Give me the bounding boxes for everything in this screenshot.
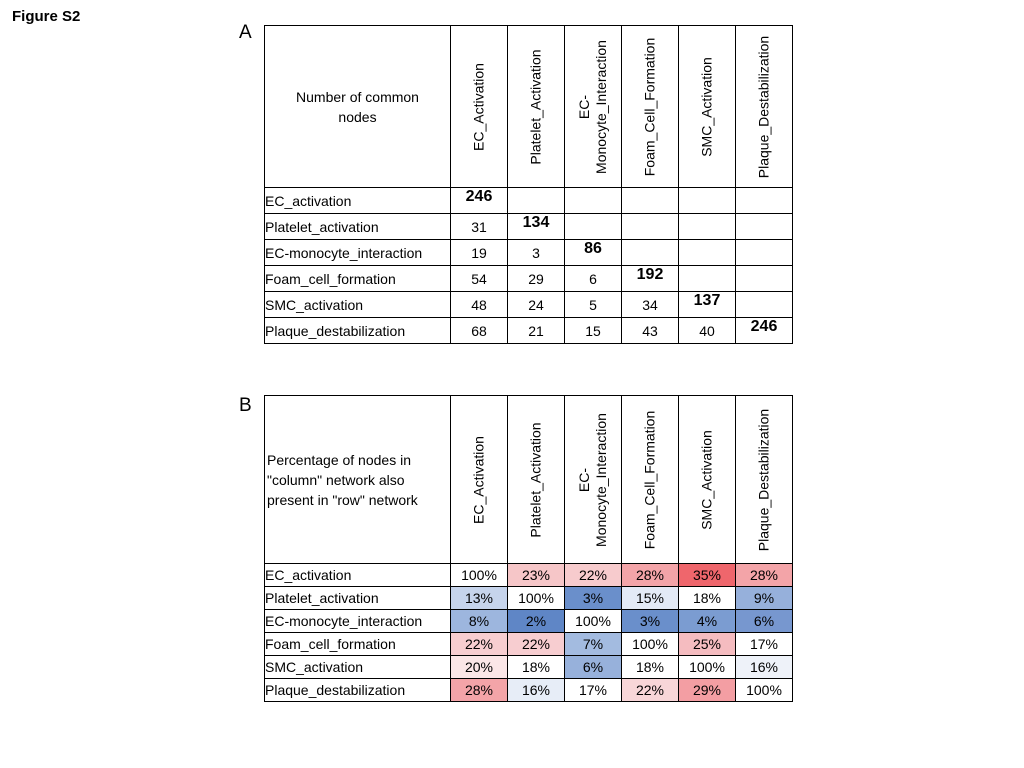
column-header-text bbox=[471, 32, 488, 182]
row-header: Foam_cell_formation bbox=[265, 633, 451, 656]
table-cell: 48 bbox=[451, 292, 508, 318]
column-header bbox=[451, 26, 508, 188]
column-header-text bbox=[756, 32, 773, 182]
table-cell: 29 bbox=[508, 266, 565, 292]
table-cell: 25% bbox=[679, 633, 736, 656]
corner-line: nodes bbox=[338, 108, 377, 125]
table-cell: 100% bbox=[679, 656, 736, 679]
table-cell: 4% bbox=[679, 610, 736, 633]
column-header-line: Foam_Cell_Formation bbox=[641, 410, 658, 549]
table-cell bbox=[679, 266, 736, 292]
table-cell: 246 bbox=[451, 188, 508, 214]
table-cell: 134 bbox=[508, 214, 565, 240]
table-cell: 28% bbox=[736, 564, 793, 587]
percentage-nodes-table bbox=[264, 395, 793, 702]
corner-cell bbox=[265, 26, 451, 188]
panel-a-label: A bbox=[239, 22, 252, 43]
table-cell bbox=[679, 240, 736, 266]
table-cell: 29% bbox=[679, 679, 736, 702]
table-cell: 5 bbox=[565, 292, 622, 318]
table-cell: 16% bbox=[736, 656, 793, 679]
table-row bbox=[265, 587, 793, 610]
table-row bbox=[265, 656, 793, 679]
table-row bbox=[265, 240, 793, 266]
column-header-text bbox=[576, 32, 610, 182]
row-header: EC-monocyte_interaction bbox=[265, 240, 451, 266]
table-row bbox=[265, 266, 793, 292]
table-cell: 18% bbox=[679, 587, 736, 610]
column-header bbox=[565, 396, 622, 564]
column-header bbox=[508, 26, 565, 188]
corner-line: Number of common bbox=[296, 88, 419, 105]
table-cell: 15 bbox=[565, 318, 622, 344]
column-header-text bbox=[642, 32, 659, 182]
table-cell bbox=[679, 188, 736, 214]
table-cell: 22% bbox=[451, 633, 508, 656]
table-cell: 3% bbox=[622, 610, 679, 633]
table-row bbox=[265, 633, 793, 656]
table-cell bbox=[622, 214, 679, 240]
column-header-text bbox=[642, 405, 659, 555]
table-cell: 16% bbox=[508, 679, 565, 702]
table-cell bbox=[736, 266, 793, 292]
table-cell bbox=[736, 188, 793, 214]
column-header-text bbox=[528, 32, 545, 182]
table-cell: 34 bbox=[622, 292, 679, 318]
column-header-text bbox=[699, 32, 716, 182]
column-header-text bbox=[756, 405, 773, 555]
table-cell: 28% bbox=[622, 564, 679, 587]
table-row bbox=[265, 188, 793, 214]
row-header: Platelet_activation bbox=[265, 214, 451, 240]
table-cell: 28% bbox=[451, 679, 508, 702]
column-header bbox=[622, 26, 679, 188]
table-cell: 86 bbox=[565, 240, 622, 266]
table-cell: 22% bbox=[622, 679, 679, 702]
column-header bbox=[565, 26, 622, 188]
table-cell: 6% bbox=[736, 610, 793, 633]
table-cell: 68 bbox=[451, 318, 508, 344]
column-header-line: EC_Activation bbox=[470, 435, 487, 524]
row-header: Plaque_destabilization bbox=[265, 318, 451, 344]
column-header-line: Plaque_Destabilization bbox=[755, 408, 772, 551]
table-cell: 6 bbox=[565, 266, 622, 292]
figure-title: Figure S2 bbox=[12, 8, 81, 25]
column-header bbox=[679, 26, 736, 188]
table-row bbox=[265, 318, 793, 344]
table-cell: 19 bbox=[451, 240, 508, 266]
table-cell: 18% bbox=[622, 656, 679, 679]
row-header: EC_activation bbox=[265, 188, 451, 214]
column-header-line: Platelet_Activation bbox=[527, 421, 544, 538]
table-row bbox=[265, 610, 793, 633]
table-cell bbox=[622, 188, 679, 214]
column-header bbox=[622, 396, 679, 564]
column-header-text bbox=[528, 405, 545, 555]
table-cell bbox=[736, 292, 793, 318]
table-cell: 100% bbox=[622, 633, 679, 656]
column-header bbox=[451, 396, 508, 564]
column-header-line: Foam_Cell_Formation bbox=[641, 37, 658, 176]
table-cell: 137 bbox=[679, 292, 736, 318]
table-cell bbox=[622, 240, 679, 266]
column-header bbox=[508, 396, 565, 564]
corner-line: "column" network also bbox=[267, 471, 405, 488]
row-header: SMC_activation bbox=[265, 656, 451, 679]
table-cell: 24 bbox=[508, 292, 565, 318]
table-cell bbox=[736, 214, 793, 240]
column-header-line: EC- bbox=[576, 467, 592, 492]
column-header-line: Monocyte_Interaction bbox=[593, 412, 609, 547]
table-cell: 15% bbox=[622, 587, 679, 610]
row-header: Platelet_activation bbox=[265, 587, 451, 610]
row-header: EC-monocyte_interaction bbox=[265, 610, 451, 633]
table-cell: 8% bbox=[451, 610, 508, 633]
column-header-line: SMC_Activation bbox=[698, 429, 715, 530]
table-cell: 6% bbox=[565, 656, 622, 679]
table-cell: 17% bbox=[736, 633, 793, 656]
table-cell: 192 bbox=[622, 266, 679, 292]
column-header-line: EC_Activation bbox=[470, 62, 487, 151]
column-header-line: Plaque_Destabilization bbox=[755, 35, 772, 178]
column-header-line: SMC_Activation bbox=[698, 56, 715, 157]
table-cell: 17% bbox=[565, 679, 622, 702]
table-cell: 3% bbox=[565, 587, 622, 610]
column-header-text bbox=[471, 405, 488, 555]
table-cell bbox=[565, 214, 622, 240]
table-cell: 18% bbox=[508, 656, 565, 679]
table-row bbox=[265, 679, 793, 702]
table-row bbox=[265, 214, 793, 240]
table-cell: 21 bbox=[508, 318, 565, 344]
table-cell: 22% bbox=[565, 564, 622, 587]
table-cell: 100% bbox=[565, 610, 622, 633]
table-row bbox=[265, 292, 793, 318]
column-header-line: Platelet_Activation bbox=[527, 48, 544, 165]
column-header bbox=[736, 26, 793, 188]
table-cell: 40 bbox=[679, 318, 736, 344]
table-cell bbox=[736, 240, 793, 266]
column-header-line: EC- bbox=[576, 94, 592, 119]
table-cell: 23% bbox=[508, 564, 565, 587]
common-nodes-table bbox=[264, 25, 793, 344]
header-row bbox=[265, 26, 793, 188]
column-header-text bbox=[699, 405, 716, 555]
corner-line: present in "row" network bbox=[267, 491, 418, 508]
table-cell: 43 bbox=[622, 318, 679, 344]
table-cell bbox=[565, 188, 622, 214]
table-cell: 100% bbox=[508, 587, 565, 610]
row-header: EC_activation bbox=[265, 564, 451, 587]
column-header bbox=[736, 396, 793, 564]
row-header: Foam_cell_formation bbox=[265, 266, 451, 292]
table-cell: 31 bbox=[451, 214, 508, 240]
table-cell: 20% bbox=[451, 656, 508, 679]
table-cell: 22% bbox=[508, 633, 565, 656]
table-cell bbox=[508, 188, 565, 214]
table-cell: 7% bbox=[565, 633, 622, 656]
panel-b-label: B bbox=[239, 395, 252, 416]
table-cell: 13% bbox=[451, 587, 508, 610]
column-header-line: Monocyte_Interaction bbox=[593, 39, 609, 174]
row-header: Plaque_destabilization bbox=[265, 679, 451, 702]
table-cell: 35% bbox=[679, 564, 736, 587]
table-cell: 54 bbox=[451, 266, 508, 292]
column-header-text bbox=[576, 405, 610, 555]
row-header: SMC_activation bbox=[265, 292, 451, 318]
column-header bbox=[679, 396, 736, 564]
table-row bbox=[265, 564, 793, 587]
table-cell: 9% bbox=[736, 587, 793, 610]
table-cell: 100% bbox=[451, 564, 508, 587]
corner-line: Percentage of nodes in bbox=[267, 451, 411, 468]
corner-cell bbox=[265, 396, 451, 564]
header-row bbox=[265, 396, 793, 564]
table-cell: 3 bbox=[508, 240, 565, 266]
table-cell: 2% bbox=[508, 610, 565, 633]
table-cell: 246 bbox=[736, 318, 793, 344]
table-cell bbox=[679, 214, 736, 240]
table-cell: 100% bbox=[736, 679, 793, 702]
